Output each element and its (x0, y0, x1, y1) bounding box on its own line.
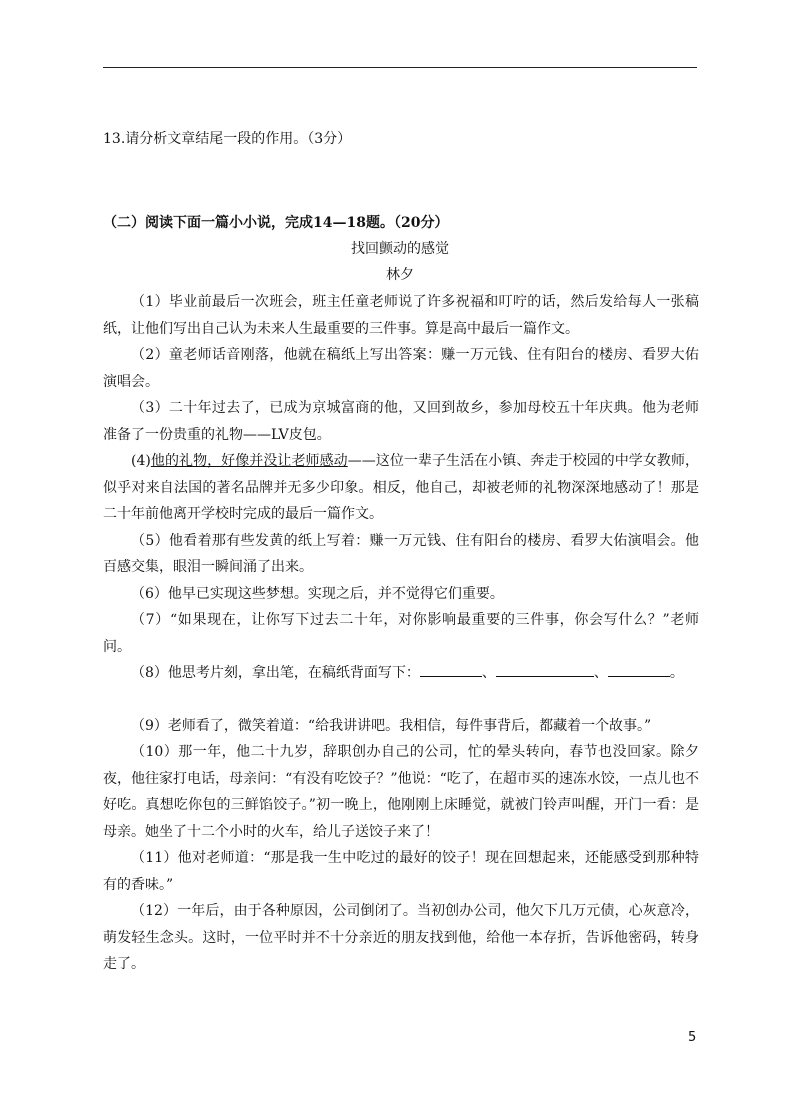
header-rule (103, 67, 697, 68)
question-13: 13.请分析文章结尾一段的作用。（3分） (103, 131, 352, 147)
story-title: 找回颤动的感觉 (351, 241, 449, 257)
paragraph-4 (103, 448, 699, 528)
paragraph-2: （2）童老师话音刚落，他就在稿纸上写出答案：赚一万元钱、住有阳台的楼房、看罗大佑演唱会。 (103, 347, 699, 390)
paragraph-8-text: （8）他思考片刻，拿出笔，在稿纸背面写下： (131, 665, 420, 681)
paragraph-8 (103, 660, 699, 687)
paragraph-6: （6）他早已实现这些梦想。实现之后，并不觉得它们重要。 (131, 585, 504, 602)
page-number: 5 (688, 1030, 697, 1045)
paragraph-12: （12）一年后，由于各种原因，公司倒闭了。当初创办公司，他欠下几万元债，心灰意冷，萌发轻生念头。这时，一位平时并不十分亲近的朋友找到他，给他一本存折，告诉他密码，转身走了。 (103, 903, 699, 972)
paragraph-4-number: (4) (131, 453, 151, 469)
paragraph-8-end: 。 (669, 665, 684, 681)
section-title: （二）阅读下面一篇小小说，完成14—18题。（20分） (103, 215, 449, 231)
blank-separator-2: 、 (593, 665, 608, 681)
underlined-sentence: 他的礼物，好像并没让老师感动 (150, 453, 348, 469)
paragraph-4-rest: ——这位一辈子生活在小镇、奔走于校园的中学女教师，似乎对来自法国的著名品牌并无多少印象。相反，他自己，却被老师的礼物深深地感动了！那是二十年前他离开学校时完成的最后一篇作文。 (103, 453, 700, 522)
paragraph-1: （1）毕业前最后一次班会，班主任童老师说了许多祝福和叮咛的话，然后发给每人一张稿纸，让他们写出自己认为未来人生最重要的三件事。算是高中最后一篇作文。 (103, 294, 699, 337)
answer-blank-2[interactable] (496, 662, 594, 677)
answer-blank-3[interactable] (608, 662, 670, 677)
paragraph-11: （11）他对老师道：“那是我一生中吃过的最好的饺子！现在回想起来，还能感受到那种特有的香味。” (103, 850, 699, 893)
paragraph-5: （5）他看着那有些发黄的纸上写着：赚一万元钱、住有阳台的楼房、看罗大佑演唱会。他百感交集，眼泪一瞬间涌了出来。 (103, 532, 699, 575)
story-body (103, 289, 699, 978)
answer-blank-1[interactable] (420, 662, 482, 677)
paragraph-3: （3）二十年过去了，已成为京城富商的他，又回到故乡，参加母校五十年庆典。他为老师准备了一份贵重的礼物——LV皮包。 (103, 400, 699, 443)
paragraph-7: （7）“如果现在，让你写下过去二十年，对你影响最重要的三件事，你会写什么？”老师问。 (103, 612, 699, 655)
blank-separator-1: 、 (481, 665, 496, 681)
paragraph-9: （9）老师看了，微笑着道：“给我讲讲吧。我相信，每件事背后，都藏着一个故事。” (131, 717, 652, 734)
story-author: 林夕 (386, 267, 414, 283)
paragraph-10: （10）那一年，他二十九岁，辞职创办自己的公司，忙的晕头转向，春节也没回家。除夕夜，他往家打电话，母亲问：“有没有吃饺子？”他说：“吃了，在超市买的速冻水饺，一点儿也不好吃。真想吃你包的三鲜馅饺子。”初一晚上，他刚刚上床睡觉，就被门铃声叫醒，开门一看：是母亲。她坐了十二个小时的火车，给儿子送饺子来了！ (103, 744, 699, 840)
